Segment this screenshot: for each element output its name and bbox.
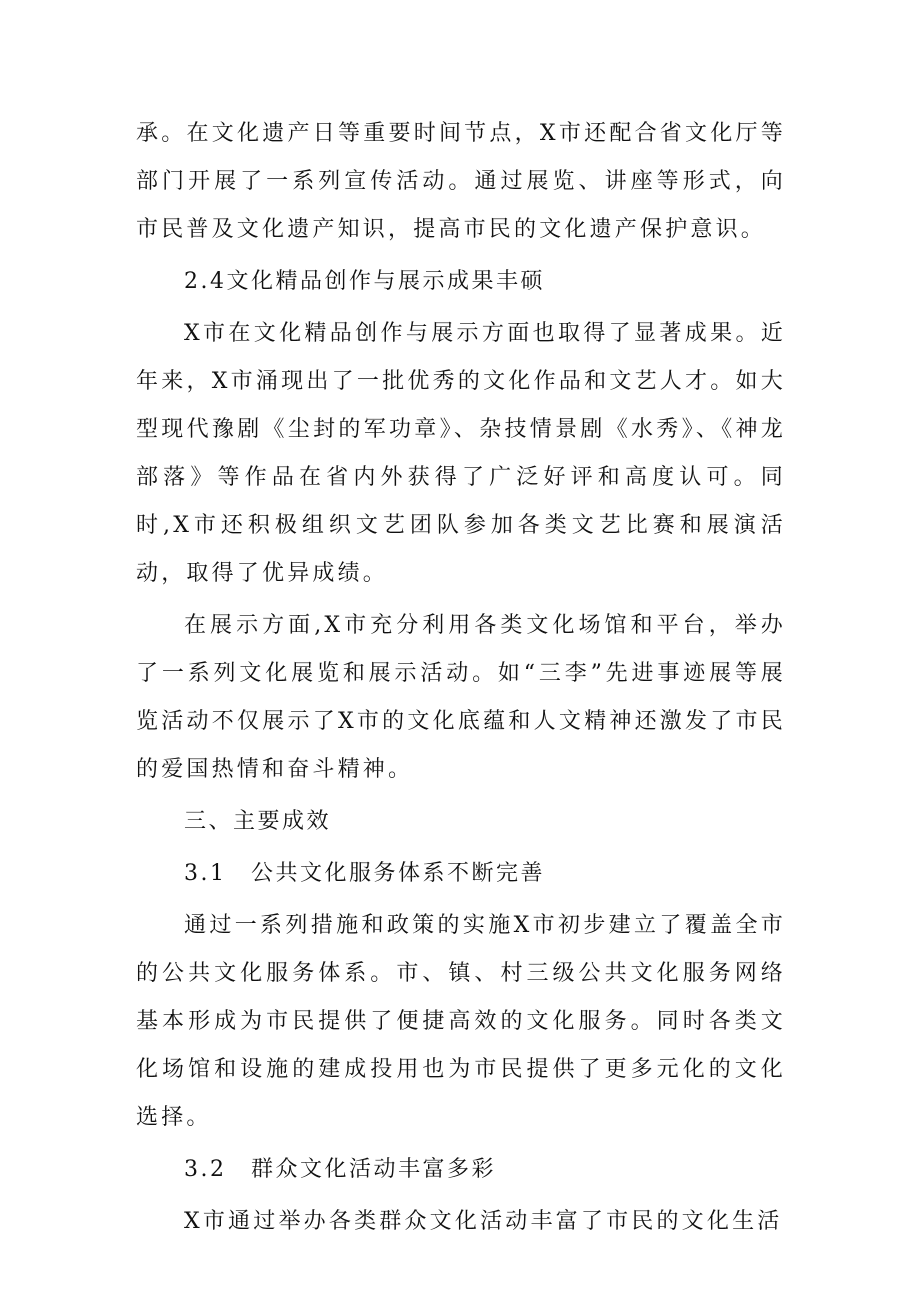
paragraph-exhibitions: 在展示方面,X市充分利用各类文化场馆和平台，举办了一系列文化展览和展示活动。如“三李”先进事迹展等展览活动不仅展示了X市的文化底蕴和人文精神还激发了市民的爱国热情和奋斗精神。 <box>136 613 786 782</box>
heading-2-4: 2.4文化精品创作与展示成果丰硕 <box>184 269 545 294</box>
paragraph-cultural-works: X市在文化精品创作与展示方面也取得了显著成果。近年来，X市涌现出了一批优秀的文化作品和文艺人才。如大型现代豫剧《尘封的军功章》、杂技情景剧《水秀》、《神龙部落》等作品在省内外获得了广泛好评和高度认可。同时,X市还积极组织文艺团队参加各类文艺比赛和展演活动，取得了优异成绩。 <box>136 321 786 586</box>
paragraph-heritage-promotion: 承。在文化遗产日等重要时间节点，X市还配合省文化厅等部门开展了一系列宣传活动。通过展览、讲座等形式，向市民普及文化遗产知识，提高市民的文化遗产保护意识。 <box>136 121 786 242</box>
heading-section-3: 三、主要成效 <box>184 809 332 834</box>
document-body <box>136 110 786 1246</box>
heading-3-1: 3.1 公共文化服务体系不断完善 <box>184 861 545 886</box>
paragraph-mass-activities: X市通过举办各类群众文化活动丰富了市民的文化生活 <box>184 1209 783 1234</box>
heading-3-2: 3.2 群众文化活动丰富多彩 <box>184 1157 496 1182</box>
paragraph-public-service-system: 通过一系列措施和政策的实施X市初步建立了覆盖全市的公共文化服务体系。市、镇、村三级公共文化服务网络基本形成为市民提供了便捷高效的文化服务。同时各类文化场馆和设施的建成投用也为市民提供了更多元化的文化选择。 <box>136 913 786 1130</box>
